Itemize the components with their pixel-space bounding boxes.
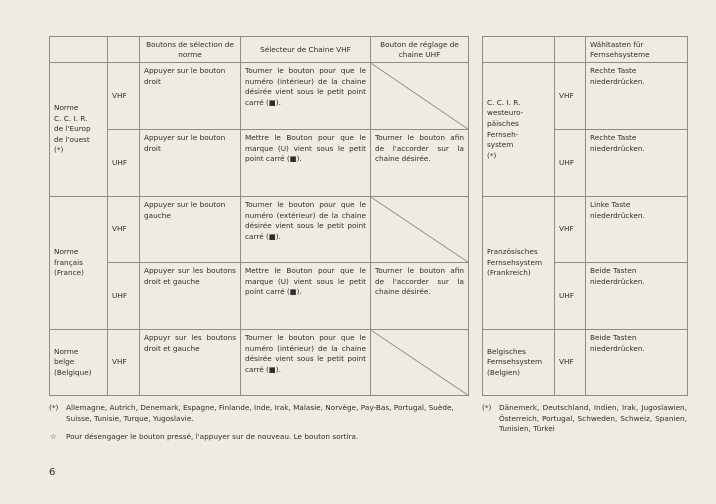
cell-vhf: Tourner le bouton pour que le numéro (extérieur) de la chaine désirée vient sous le petit point carré (■). — [241, 197, 371, 263]
cell-wahl: Linke Taste niederdrücken. — [586, 197, 688, 263]
cell-norme: Appuyer sur le bouton droit — [140, 63, 241, 130]
group-label-belgien: Belgisches Fernsehsystem (Belgien) — [483, 330, 555, 396]
star-marker: ☆ — [50, 432, 57, 441]
group-label-belgique: Norme belge (Belgique) — [50, 330, 108, 396]
header-blank — [50, 37, 108, 63]
group-label-ccir: C. C. I. R. westeuro- päisches Fernseh- system (*) — [483, 63, 555, 197]
band-vhf: VHF — [108, 197, 140, 263]
footnote-marker: (*) — [482, 403, 492, 412]
cell-norme: Appuyer sur le bouton droit — [140, 130, 241, 197]
cell-norme: Appuyer sur le bouton gauche — [140, 197, 241, 263]
group-label-ccir: Norme C. C. I. R. de l'Europ de l'ouest (*) — [50, 63, 108, 197]
cell-wahl: Rechte Taste niederdrücken. — [586, 130, 688, 197]
cell-wahl: Beide Tasten niederdrücken. — [586, 263, 688, 330]
band-uhf: UHF — [108, 263, 140, 330]
cell-vhf: Tourner le bouton pour que le numéro (intérieur) de la chaine désirée vient sous le petit point carré (■). — [241, 63, 371, 130]
cell-wahl: Rechte Taste niederdrücken. — [586, 63, 688, 130]
band-vhf: VHF — [108, 330, 140, 396]
band-vhf: VHF — [555, 63, 586, 130]
norme-table — [49, 36, 469, 396]
cell-vhf: Mettre le Bouton pour que le marque (U) vient sous le petit point carré (■). — [241, 263, 371, 330]
band-vhf: VHF — [555, 330, 586, 396]
band-uhf: UHF — [555, 263, 586, 330]
band-uhf: UHF — [108, 130, 140, 197]
cell-uhf-empty — [371, 330, 469, 396]
header-blank — [555, 37, 586, 63]
header-wahltasten: Wähltasten für Fernsehsysteme — [586, 37, 688, 63]
cell-uhf-empty — [371, 197, 469, 263]
header-blank — [483, 37, 555, 63]
page-number: 6 — [49, 467, 56, 478]
group-label-france: Norme français (France) — [50, 197, 108, 330]
band-uhf: UHF — [555, 130, 586, 197]
cell-norme: Appuyer sur les boutons droit et gauche — [140, 263, 241, 330]
cell-uhf-empty — [371, 63, 469, 130]
group-label-frankreich: Französisches Fernsehsystem (Frankreich) — [483, 197, 555, 330]
header-vhf: Sélecteur de Chaine VHF — [241, 37, 371, 63]
cell-wahl: Beide Tasten niederdrücken. — [586, 330, 688, 396]
footnote-countries-de: Dänemerk, Deutschland, Indien, Irak, Jugoslawien, Österreich, Portugal, Schweden, Schweiz, Spanien, Tunisien, Türkei — [499, 403, 687, 433]
footnote-marker: (*) — [49, 403, 59, 412]
cell-uhf: Tourner le bouton afin de l'accorder sur la chaine désirée. — [371, 263, 469, 330]
header-uhf: Bouton de réglage de chaine UHF — [371, 37, 469, 63]
cell-uhf: Tourner le bouton afin de l'accorder sur la chaine désirée. — [371, 130, 469, 197]
header-blank — [108, 37, 140, 63]
cell-vhf: Mettre le Bouton pour que le marque (U) vient sous le petit point carré (■). — [241, 130, 371, 197]
fernsehsysteme-table — [482, 36, 688, 396]
cell-norme: Appuyr sur les boutons droit et gauche — [140, 330, 241, 396]
header-norme: Boutons de sélection de norme — [140, 37, 241, 63]
footnote-star: Pour désengager le bouton pressé, l'appuyer sur de nouveau. Le bouton sortira. — [66, 432, 359, 441]
cell-vhf: Tourner le bouton pour que le numéro (intérieur) de la chaine désirée vient sous le petit point carré (■). — [241, 330, 371, 396]
band-vhf: VHF — [555, 197, 586, 263]
band-vhf: VHF — [108, 63, 140, 130]
footnote-countries-fr: Allemagne, Autrich, Denemark, Espagne, Finlande, Inde, Irak, Malasie, Norvège, Pay-Bas, Portugal, Suède, Suisse, Tunisie, Turque, Yugoslavie. — [66, 403, 454, 423]
